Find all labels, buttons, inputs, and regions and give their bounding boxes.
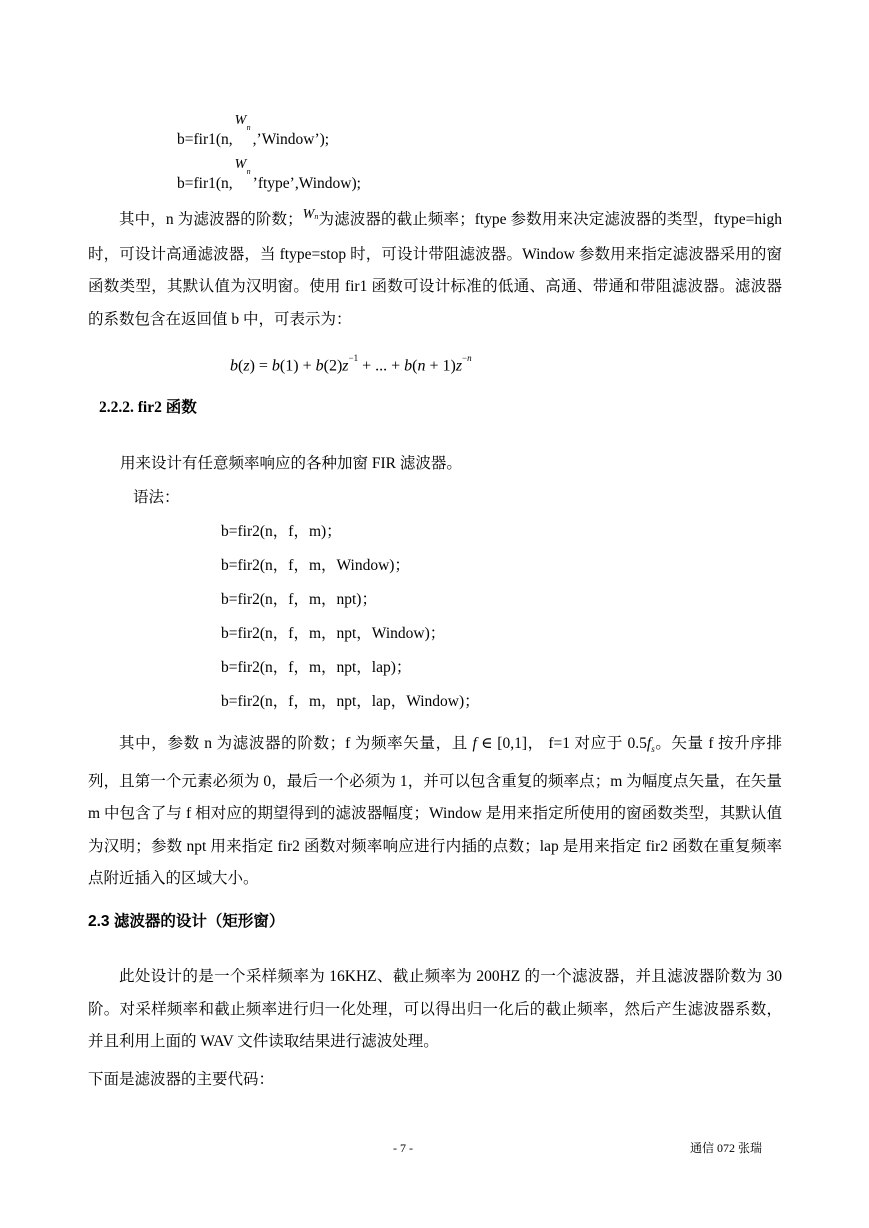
code-line-fir2-6: b=fir2(n，f，m，npt，lap，Window)； (221, 693, 480, 710)
code-intro-line: 下面是滤波器的主要代码： (88, 1071, 275, 1088)
page-number: - 7 - (393, 1141, 413, 1155)
footer-author: 通信 072 张瑞 (690, 1141, 763, 1155)
paragraph-fir2-description: 其中，参数 n 为滤波器的阶数；f 为频率矢量，且 f ∈ [0,1]， f=1 对应于 $0.5f_s$。矢量 f 按升序排列，且第一个元素必须为 0，最后一个必须为 1，并可以包含重复的频率点；m 为幅度点矢量，在矢量 m 中包含了与 f 相对应的期望得到的滤波器幅度；Window 是用来指定所使用的窗函数类型，其默认值为汉明；参数 npt 用来指定 fir2 函数对频率响应进行内插的点数；lap 是用来指定 fir2 函数在重复频率点附近插入的区域大小。 (88, 735, 783, 888)
wn-symbol: $W_n$ (302, 207, 319, 222)
code-line-fir2-2: b=fir2(n，f，m，Window)； (221, 557, 410, 574)
code-line-fir2-4: b=fir2(n，f，m，npt，Window)； (221, 625, 446, 642)
section-heading-2-3: 2.3 滤波器的设计（矩形窗） (88, 913, 285, 930)
code-line-fir2-5: b=fir2(n，f，m，npt，lap)； (221, 659, 412, 676)
syntax-label: 语法： (133, 489, 180, 506)
section-heading-2-2-2: 2.2.2. fir2 函数 (99, 399, 197, 416)
paragraph-design-description: 此处设计的是一个采样频率为 16KHZ、截止频率为 200HZ 的一个滤波器，并且滤波器阶数为 30 阶。对采样频率和截止频率进行归一化处理，可以得出归一化后的截止频率，然后产生滤波器系数，并且利用上面的 WAV 文件读取结果进行滤波处理。 (88, 968, 782, 1050)
code-line-fir1-1: b=fir1(n, W n ,’Window’); (177, 113, 330, 148)
wn-symbol: W n (234, 113, 251, 132)
code-line-fir1-2: b=fir1(n, W n ’ftype’,Window); (177, 157, 361, 192)
f-in-range: f (472, 735, 477, 752)
paragraph-fir1-description: 其中，n 为滤波器的阶数；$W_n$为滤波器的截止频率；ftype 参数用来决定滤波器的类型，ftype=high 时，可设计高通滤波器，当 ftype=stop 时，可设计带阻滤波器。Window 参数用来指定滤波器采用的窗函数类型，其默认值为汉明窗。使用 fir1 函数可设计标准的低通、高通、带通和带阻滤波器。滤波器的系数包含在返回值 b 中，可表示为： (88, 207, 782, 328)
code-line-fir2-1: b=fir2(n，f，m)； (221, 523, 342, 540)
fir2-intro: 用来设计有任意频率响应的各种加窗 FIR 滤波器。 (120, 455, 462, 472)
wn-symbol: W n (234, 157, 251, 176)
code-line-fir2-3: b=fir2(n，f，m，npt)； (221, 591, 377, 608)
formula-bz: $b(z) = b(1) + b(2)z^{-1}$ + ... + $b(n + 1)z^{-n}$ (230, 353, 472, 375)
